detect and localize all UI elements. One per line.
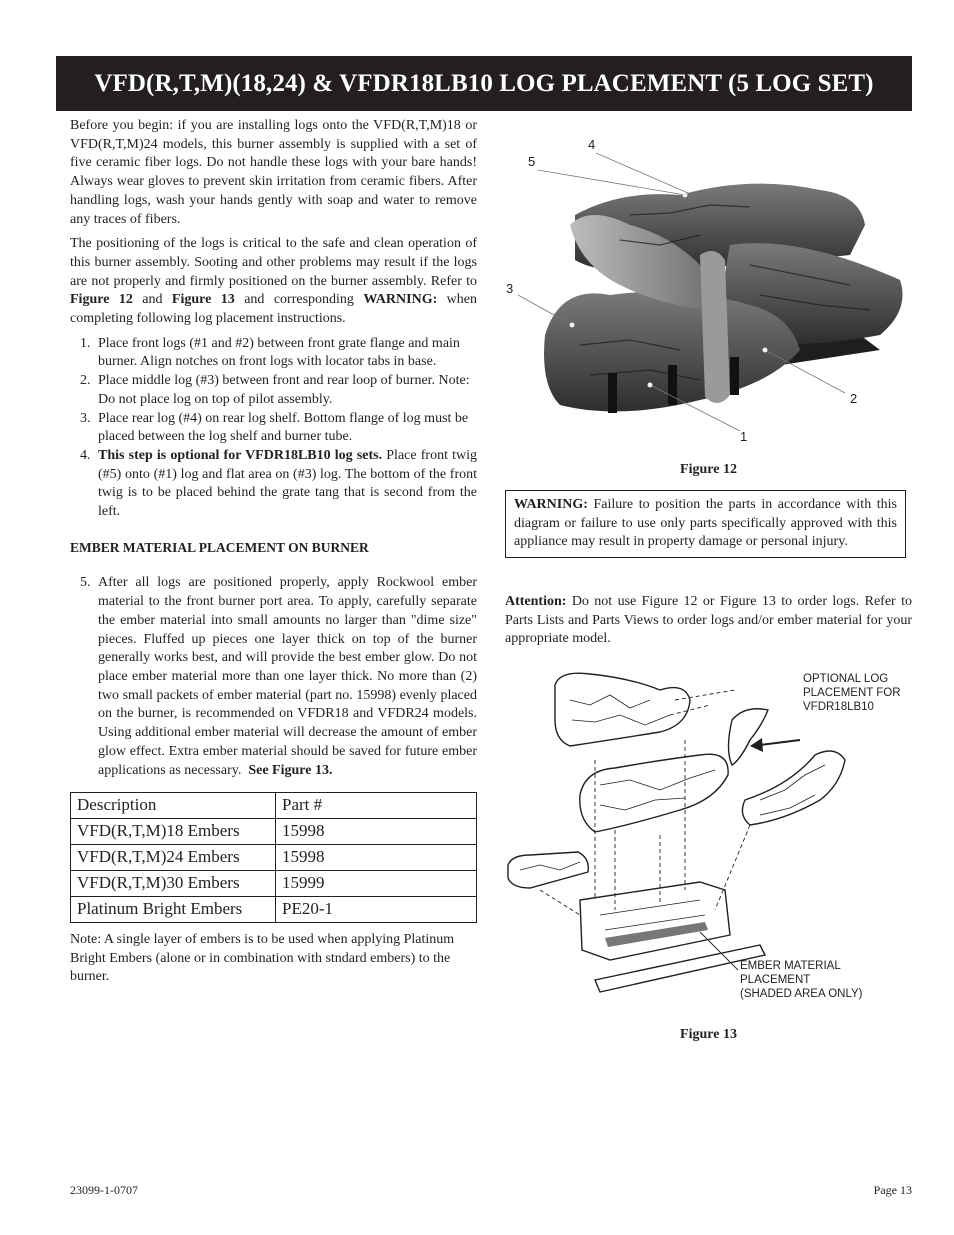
table-header-cell: Description — [71, 793, 276, 819]
callout-1: 1 — [740, 429, 748, 444]
table-cell: 15999 — [276, 871, 477, 897]
table-cell: 15998 — [276, 819, 477, 845]
ember-section-heading: EMBER MATERIAL PLACEMENT ON BURNER — [70, 539, 369, 555]
optional-label-line-3: VFDR18LB10 — [803, 701, 874, 713]
ember-steps — [70, 574, 477, 780]
ember-label-line-3: (SHADED AREA ONLY) — [740, 988, 863, 1000]
intro-paragraph-1: Before you begin: if you are installing logs onto the VFD(R,T,M)18 or VFD(R,T,M)24 models, this burner assembly is supplied with a set of five ceramic fiber logs. Do not handle these logs with your bare hands! Always wear gloves to prevent skin irritation from ceramic fibers. After handling logs, wash your hands gently with soap and water to remove any traces of fibers. — [70, 118, 477, 227]
table-row — [71, 845, 477, 871]
figure-12-caption: Figure 12 — [680, 462, 737, 477]
warning-label: WARNING: — [514, 497, 588, 512]
figure-13-exploded-diagram — [500, 660, 912, 1005]
ember-label-line-2: PLACEMENT — [740, 974, 811, 986]
intro-paragraph-2: The positioning of the logs is critical to the safe and clean operation of this burner assembly. Sooting and other problems may result if the logs are not properly and firmly positioned on the burner assembly. Refer to Figure 12 and Figure 13 and corresponding WARNING: when completing following log placement instructions. — [70, 236, 478, 327]
table-cell: 15998 — [276, 845, 477, 871]
document-number: 23099-1-0707 — [70, 1183, 138, 1197]
figure-13-reference: Figure 13 — [171, 292, 235, 308]
table-row — [71, 897, 477, 923]
right-front-log-drawing — [742, 751, 845, 825]
step-item: 5. After all logs are positioned properly, apply Rockwool ember material to the front burner port area. To apply, carefully separate the ember material into small amounts no larger than "dime size" pieces. Fluffed up pieces one layer thick on top of the burner generally works best, and will provide the best ember glow. Do not place ember material more than one layer thick. No more than (2) two small packets of ember material (part no. 15998) evenly placed on the burner, is recommended on VFDR18 and VFDR24 models. Using additional ember material will decrease the amount of ember glow effect. Extra ember material should be saved for future ember applications as necessary. See Figure 13. — [80, 575, 477, 778]
front-twig-5-shape — [700, 251, 730, 403]
rear-log-drawing — [555, 673, 690, 746]
page-number: Page 13 — [873, 1183, 912, 1197]
figure-13-reference: See Figure 13. — [248, 762, 333, 778]
table-row — [71, 819, 477, 845]
callout-3: 3 — [506, 281, 514, 296]
figure-12-reference: Figure 12 — [70, 292, 133, 308]
burner-grate-drawing — [580, 882, 730, 960]
optional-arrow-shape — [760, 740, 800, 745]
step-item: 2. Place middle log (#3) between front and rear loop of burner. Note: Do not place log on top of pilot assembly. — [80, 373, 470, 407]
optional-twig-drawing — [729, 709, 769, 765]
table-cell: PE20-1 — [276, 897, 477, 923]
optional-label-line-1: OPTIONAL LOG — [803, 673, 889, 685]
figure-12-log-photo — [500, 135, 912, 447]
page-title-banner — [56, 56, 912, 111]
callout-4: 4 — [588, 137, 596, 152]
step-item: 3. Place rear log (#4) on rear log shelf. Bottom flange of log must be placed between the log shelf and burner tube. — [80, 410, 469, 445]
table-header-row — [71, 793, 477, 819]
ember-parts-table — [70, 792, 477, 923]
table-cell: VFD(R,T,M)18 Embers — [71, 819, 276, 845]
left-column — [70, 117, 477, 987]
ember-label-line-1: EMBER MATERIAL — [740, 960, 841, 972]
warning-reference: WARNING: — [363, 292, 438, 308]
step-item: 4. This step is optional for VFDR18LB10 log sets. Place front twig (#5) onto (#1) log and flat area on (#3) log. The bottom of the front twig is to be placed behind the grate tang that is second from the left. — [80, 447, 477, 520]
table-header-cell: Part # — [276, 793, 477, 819]
table-row — [71, 871, 477, 897]
table-cell: VFD(R,T,M)30 Embers — [71, 871, 276, 897]
attention-paragraph: Attention: Do not use Figure 12 or Figure 13 to order logs. Refer to Parts Lists and Parts Views to order logs and/or ember material for your appropriate model. — [505, 594, 912, 647]
log-placement-steps — [70, 335, 477, 522]
step-item: 1. Place front logs (#1 and #2) between front grate flange and main burner. Align notches on front logs with locator tabs in base. — [80, 335, 460, 370]
attention-label: Attention: — [505, 594, 567, 609]
table-cell: Platinum Bright Embers — [71, 897, 276, 923]
table-cell: VFD(R,T,M)24 Embers — [71, 845, 276, 871]
platinum-embers-note: Note: A single layer of embers is to be used when applying Platinum Bright Embers (alone or in combination with stndard embers) to the burner. — [70, 932, 455, 985]
callout-2: 2 — [850, 391, 858, 406]
optional-label-line-2: PLACEMENT FOR — [803, 687, 901, 699]
callout-5: 5 — [528, 154, 536, 169]
figure-13-caption: Figure 13 — [680, 1027, 737, 1042]
page-title: VFD(R,T,M)(18,24) & VFDR18LB10 LOG PLACEMENT (5 LOG SET) — [94, 69, 874, 97]
middle-log-drawing — [580, 754, 728, 832]
warning-box: WARNING: Failure to position the parts in accordance with this diagram or failure to use only parts specifically approved with this appliance may result in property damage or personal injury. — [505, 490, 906, 558]
